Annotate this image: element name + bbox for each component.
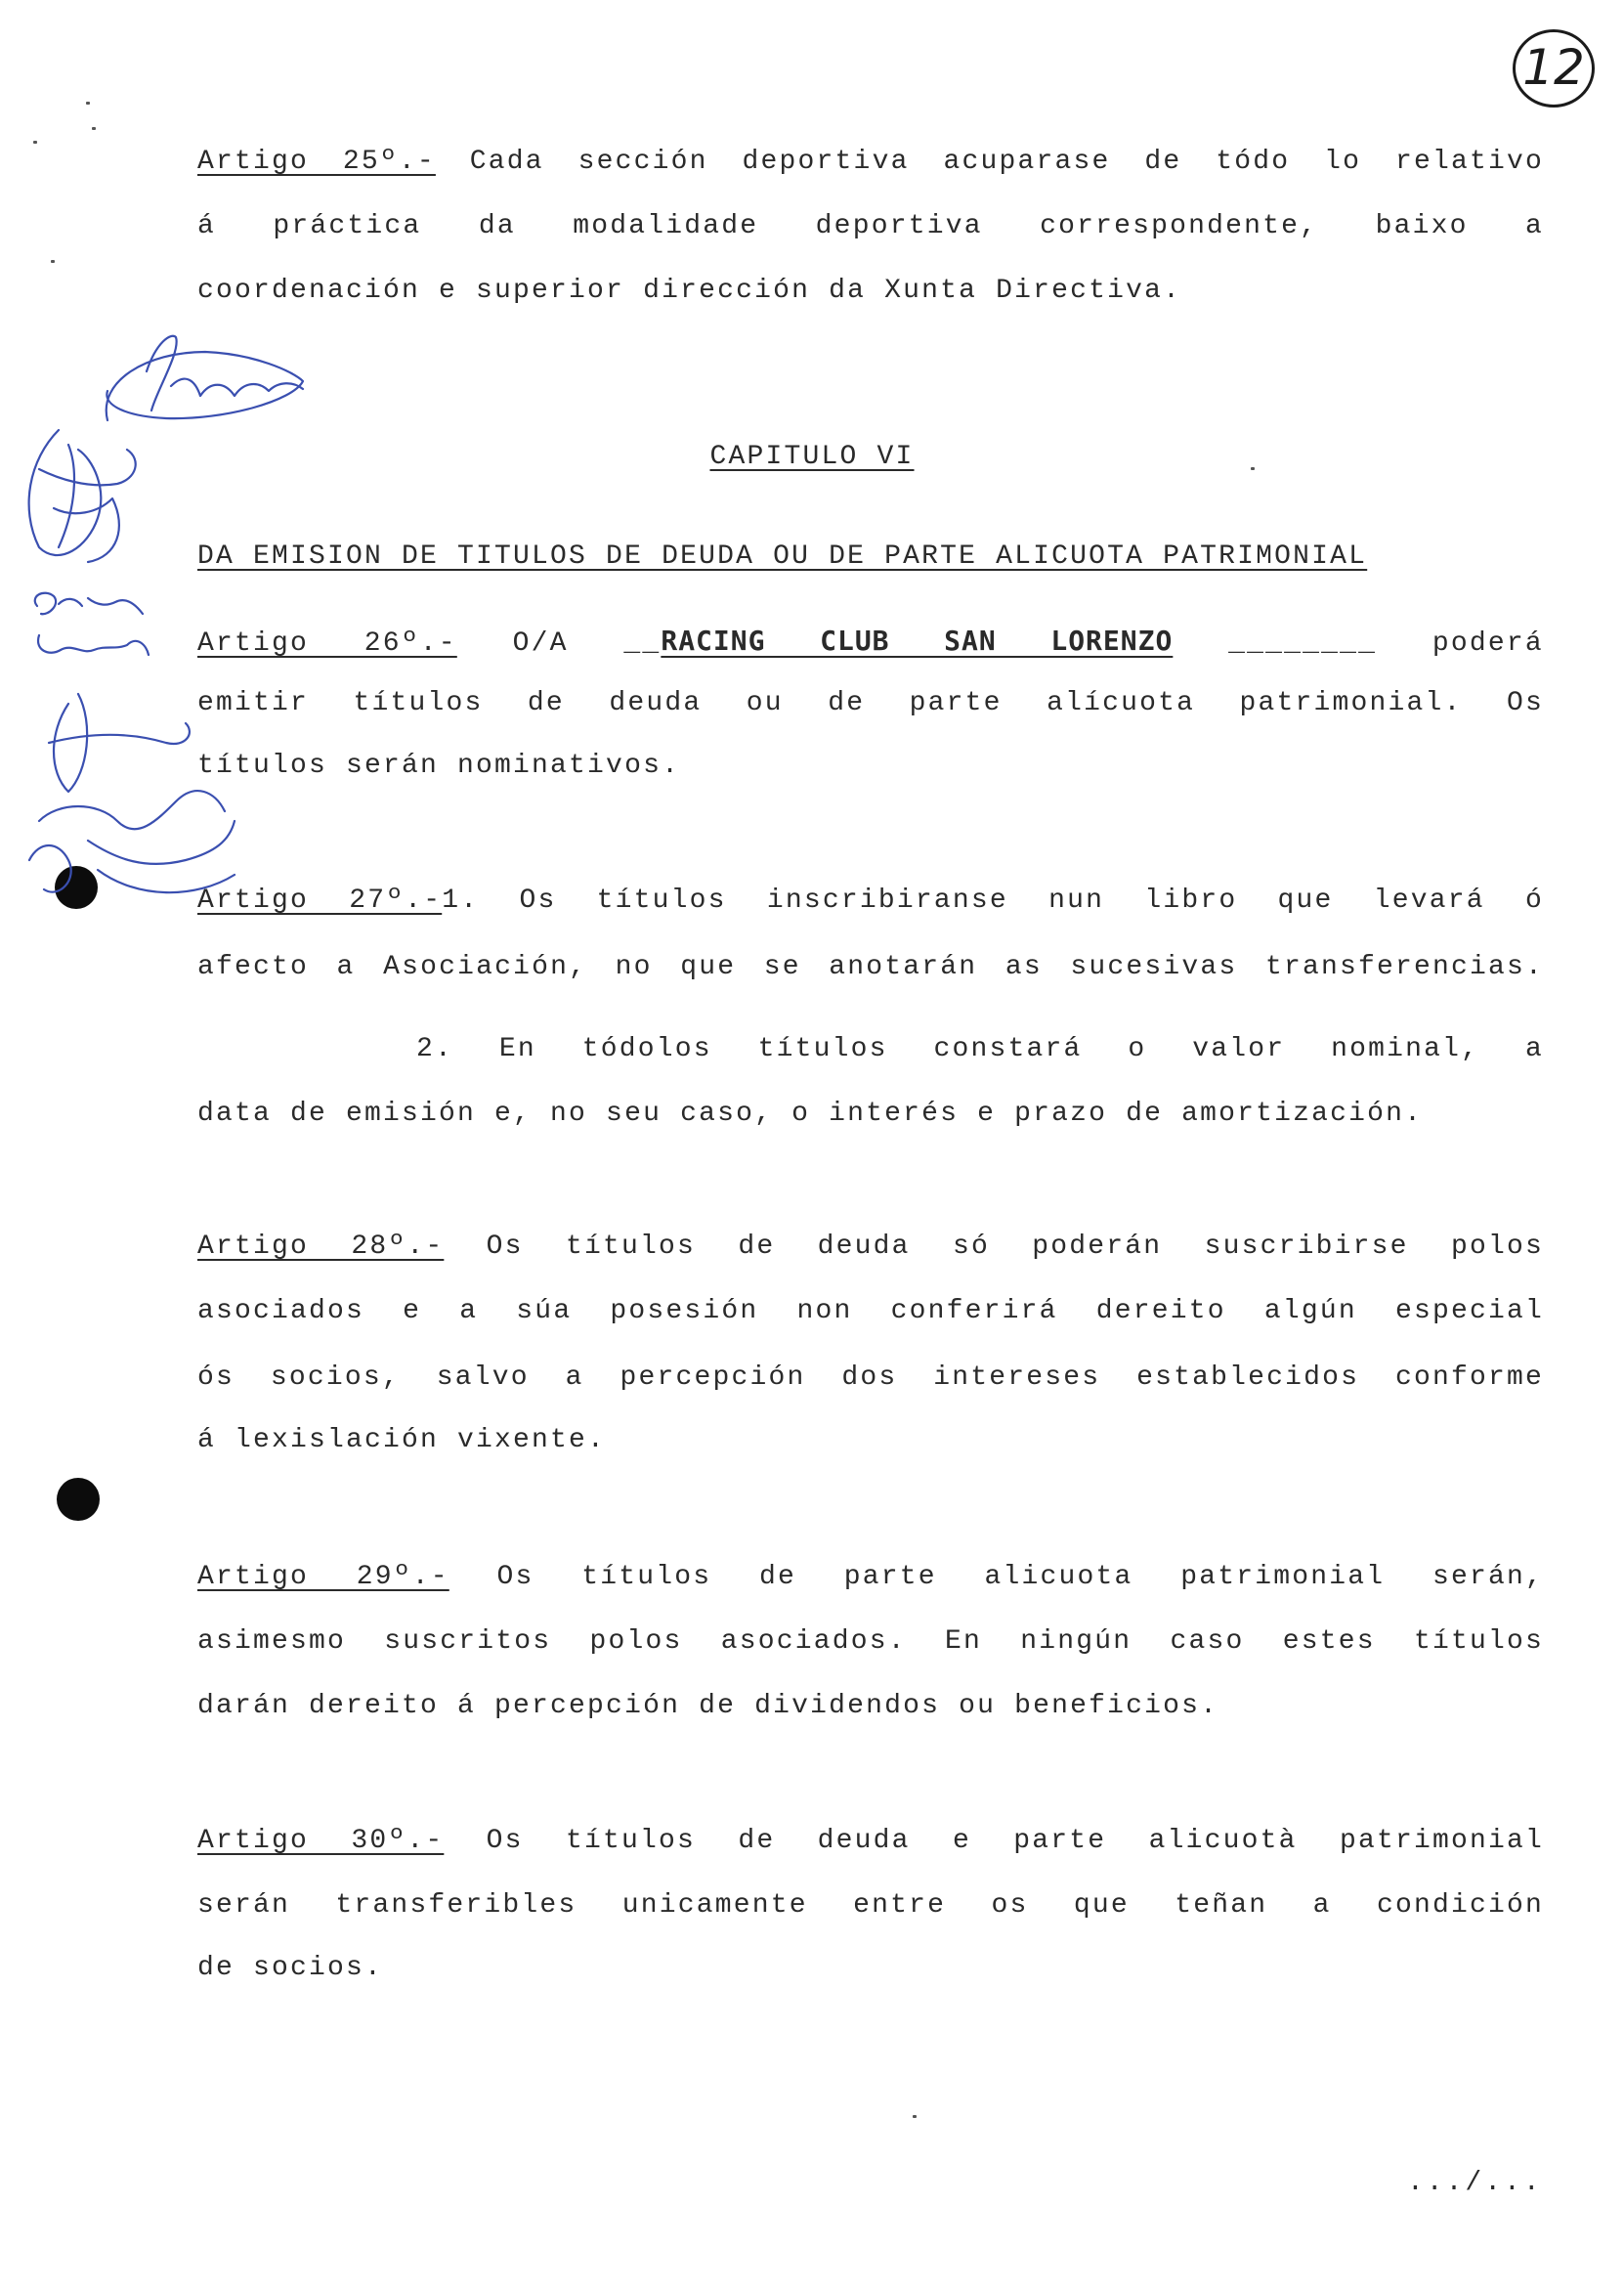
ink-speck bbox=[86, 102, 90, 105]
art27-heading: Artigo 27º.- bbox=[197, 886, 443, 916]
art27-p2-line1: 2. En tódolos títulos constará o valor nominal, a bbox=[416, 1034, 1544, 1064]
art29-heading: Artigo 29º.- bbox=[197, 1562, 449, 1592]
art30-line3: de socios. bbox=[197, 1953, 384, 1983]
punch-hole-icon bbox=[57, 1478, 100, 1521]
art26-entity: RACING CLUB SAN LORENZO bbox=[661, 625, 1174, 657]
art27-p2-line2: data de emisión e, no seu caso, o interés e prazo de amortización. bbox=[197, 1099, 1424, 1129]
ink-speck bbox=[913, 2115, 917, 2118]
art26-end: poderá bbox=[1432, 628, 1544, 659]
art26-line2: emitir títulos de deuda ou de parte alícuota patrimonial. Os bbox=[197, 688, 1544, 718]
ink-speck bbox=[51, 260, 55, 263]
art28-line2: asociados e a súa posesión non conferirá dereito algún especial bbox=[197, 1296, 1544, 1326]
art29-line1 bbox=[197, 1560, 1544, 1595]
art28-line4: á lexislación vixente. bbox=[197, 1425, 607, 1455]
handwritten-signatures-icon bbox=[0, 313, 332, 938]
art27-text1: 1. Os títulos inscribiranse nun libro que levará ó bbox=[442, 886, 1544, 916]
ink-speck bbox=[1251, 467, 1255, 470]
art30-line1 bbox=[197, 1824, 1544, 1859]
art30-text1: Os títulos de deuda e parte alicuotà patrimonial bbox=[486, 1826, 1544, 1856]
art25-line1 bbox=[197, 145, 1544, 180]
art28-text1: Os títulos de deuda só poderán suscribirse polos bbox=[486, 1232, 1544, 1262]
art27-line2: afecto a Asociación, no que se anotarán as sucesivas transferencias. bbox=[197, 952, 1544, 982]
art29-text1: Os títulos de parte alicuota patrimonial serán, bbox=[496, 1562, 1544, 1592]
art30-line2: serán transferibles unicamente entre os que teñan a condición bbox=[197, 1890, 1544, 1921]
art25-heading: Artigo 25º.- bbox=[197, 147, 436, 177]
art25-line2: á práctica da modalidade deportiva correspondente, baixo a bbox=[197, 211, 1544, 241]
art26-line1 bbox=[197, 624, 1544, 662]
art26-blank: ________ bbox=[1228, 628, 1378, 659]
art26-line3: títulos serán nominativos. bbox=[197, 751, 681, 781]
ink-speck bbox=[33, 141, 37, 144]
art28-line3: ós socios, salvo a percepción dos intereses establecidos conforme bbox=[197, 1362, 1544, 1393]
art25-line3: coordenación e superior dirección da Xunta Directiva. bbox=[197, 276, 1182, 306]
art30-heading: Artigo 30º.- bbox=[197, 1826, 445, 1856]
art26-prefix: O/A __RACING CLUB SAN LORENZO bbox=[512, 625, 1174, 659]
ink-speck bbox=[92, 127, 96, 130]
art28-heading: Artigo 28º.- bbox=[197, 1232, 445, 1262]
art28-line1 bbox=[197, 1230, 1544, 1265]
chapter-subtitle: DA EMISION DE TITULOS DE DEUDA OU DE PARTE ALICUOTA PATRIMONIAL bbox=[197, 541, 1368, 572]
art27-line1 bbox=[197, 884, 1544, 919]
art29-line3: darán dereito á percepción de dividendos ou beneficios. bbox=[197, 1691, 1219, 1721]
art26-heading: Artigo 26º.- bbox=[197, 628, 457, 659]
continuation-marker: .../... bbox=[1407, 2168, 1543, 2198]
art29-line2: asimesmo suscritos polos asociados. En ningún caso estes títulos bbox=[197, 1626, 1544, 1657]
chapter-title: CAPITULO VI bbox=[709, 442, 915, 472]
art25-text1: Cada sección deportiva acuparase de tódo lo relativo bbox=[469, 147, 1544, 177]
page-number: 12 bbox=[1513, 29, 1595, 108]
